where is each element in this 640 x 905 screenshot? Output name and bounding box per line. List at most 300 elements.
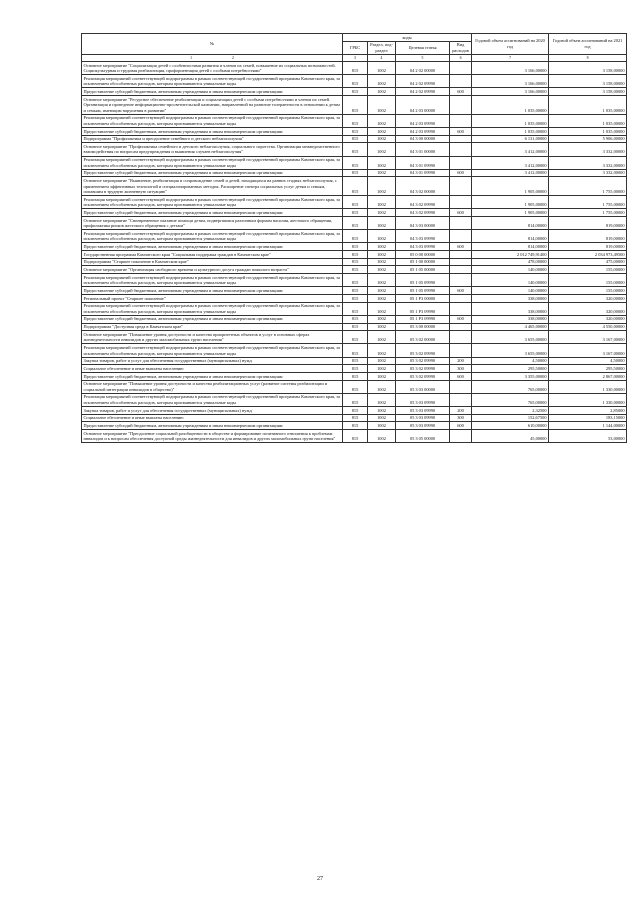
row-section: 1002 bbox=[368, 422, 396, 430]
row-target-article: 05 3 02 00000 bbox=[396, 331, 450, 344]
row-grbs: 815 bbox=[343, 331, 368, 344]
header-vol-2020: Годовой объем ассигнований на 2020 год bbox=[472, 34, 549, 55]
row-grbs: 815 bbox=[343, 143, 368, 156]
table-row bbox=[82, 135, 627, 143]
row-expense-type: 600 bbox=[450, 373, 472, 381]
row-section: 1002 bbox=[368, 380, 396, 393]
row-grbs: 815 bbox=[343, 62, 368, 75]
row-section: 1002 bbox=[368, 344, 396, 357]
row-amount-2020: 1 905,00000 bbox=[472, 209, 549, 217]
row-name: Реализация мероприятий соответствующей подпрограммы в рамках соответствующей государственной программы Камчатского края, за исключением обособленных расходов, которым присваиваются уникальные коды bbox=[82, 75, 343, 88]
table-row bbox=[82, 243, 627, 251]
row-name: Основное мероприятие "Повышение уровня доступности и качества реабилитационных услуг (развитие системы реабилитации и социальной интеграции инвалидов в общество)" bbox=[82, 380, 343, 393]
table-row bbox=[82, 287, 627, 295]
table-row bbox=[82, 251, 627, 259]
row-amount-2021: 155,00000 bbox=[549, 287, 627, 295]
table-row bbox=[82, 373, 627, 381]
row-amount-2020: 338,00000 bbox=[472, 295, 549, 303]
row-name: Предоставление субсидий бюджетным, автономным учреждениям и иным некоммерческим организациям bbox=[82, 169, 343, 177]
row-grbs: 815 bbox=[343, 302, 368, 315]
row-amount-2021: 819,00000 bbox=[549, 230, 627, 243]
table-row bbox=[82, 114, 627, 127]
table-row bbox=[82, 357, 627, 365]
row-section: 1002 bbox=[368, 196, 396, 209]
row-grbs: 815 bbox=[343, 274, 368, 287]
row-name: Социальное обеспечение и иные выплаты населению bbox=[82, 414, 343, 422]
row-target-article: 05 3 02 09990 bbox=[396, 373, 450, 381]
table-row bbox=[82, 230, 627, 243]
row-target-article: 05 1 05 00000 bbox=[396, 266, 450, 274]
row-section: 1002 bbox=[368, 156, 396, 169]
row-amount-2021: 1 035,00000 bbox=[549, 96, 627, 115]
row-section: 1002 bbox=[368, 96, 396, 115]
row-section: 1002 bbox=[368, 414, 396, 422]
table-row bbox=[82, 380, 627, 393]
row-amount-2021: 4,50000 bbox=[549, 357, 627, 365]
row-grbs: 815 bbox=[343, 128, 368, 136]
table-row bbox=[82, 88, 627, 96]
row-target-article: 05 3 03 09990 bbox=[396, 393, 450, 406]
row-amount-2021: 1 755,00000 bbox=[549, 196, 627, 209]
row-expense-type bbox=[450, 323, 472, 331]
row-amount-2020: 1 035,00000 bbox=[472, 114, 549, 127]
row-expense-type: 600 bbox=[450, 169, 472, 177]
row-target-article: 05 1 05 09990 bbox=[396, 274, 450, 287]
row-target-article: 04 2 03 09990 bbox=[396, 114, 450, 127]
row-section: 1002 bbox=[368, 128, 396, 136]
row-amount-2021: 53,00000 bbox=[549, 430, 627, 443]
row-expense-type bbox=[450, 380, 472, 393]
row-grbs: 815 bbox=[343, 75, 368, 88]
row-amount-2021: 3 158,00000 bbox=[549, 62, 627, 75]
row-expense-type: 600 bbox=[450, 88, 472, 96]
row-section: 1002 bbox=[368, 251, 396, 259]
row-target-article: 04 3 03 09990 bbox=[396, 230, 450, 243]
column-number: 7 bbox=[472, 54, 549, 61]
row-expense-type bbox=[450, 217, 472, 230]
row-name: Предоставление субсидий бюджетным, автономным учреждениям и иным некоммерческим организациям bbox=[82, 209, 343, 217]
row-amount-2020: 45,00000 bbox=[472, 430, 549, 443]
row-grbs: 815 bbox=[343, 407, 368, 415]
header-expense-type: Вид расходов bbox=[450, 41, 472, 54]
row-target-article: 05 3 02 09990 bbox=[396, 357, 450, 365]
column-numbers-row bbox=[82, 54, 627, 61]
row-name: Основное мероприятие "Выявление, реабилитация и сопровождение семей и детей, находящихся на ранних стадиях неблагополучия, с применением эффективных технологий и специализированных методик. Расширение спектра социальных услуг детям и семьям, попавшим в трудную жизненную ситуацию" bbox=[82, 177, 343, 196]
row-expense-type bbox=[450, 302, 472, 315]
row-target-article: 04 3 03 09990 bbox=[396, 243, 450, 251]
row-grbs: 815 bbox=[343, 373, 368, 381]
table-row bbox=[82, 302, 627, 315]
row-amount-2020: 6 131,00000 bbox=[472, 135, 549, 143]
row-section: 1002 bbox=[368, 217, 396, 230]
row-name: Реализация мероприятий соответствующей подпрограммы в рамках соответствующей государственной программы Камчатского края, за исключением обособленных расходов, которым присваиваются уникальные коды bbox=[82, 302, 343, 315]
row-name: Социальное обеспечение и иные выплаты населению bbox=[82, 365, 343, 373]
table-row bbox=[82, 266, 627, 274]
row-section: 1002 bbox=[368, 230, 396, 243]
row-section: 1002 bbox=[368, 274, 396, 287]
row-expense-type bbox=[450, 177, 472, 196]
table-row bbox=[82, 393, 627, 406]
row-amount-2020: 478,00000 bbox=[472, 258, 549, 266]
column-number: 8 bbox=[549, 54, 627, 61]
row-amount-2020: 765,00000 bbox=[472, 380, 549, 393]
row-amount-2020: 3 166,00000 bbox=[472, 62, 549, 75]
row-target-article: 04 3 01 09990 bbox=[396, 169, 450, 177]
row-grbs: 815 bbox=[343, 177, 368, 196]
row-section: 1002 bbox=[368, 177, 396, 196]
row-target-article: 05 1 P3 09990 bbox=[396, 302, 450, 315]
header-codes: коды bbox=[343, 34, 472, 42]
row-amount-2021: 3 167,00000 bbox=[549, 344, 627, 357]
row-grbs: 815 bbox=[343, 169, 368, 177]
row-name: Реализация мероприятий соответствующей подпрограммы в рамках соответствующей государственной программы Камчатского края, за исключением обособленных расходов, которым присваиваются уникальные коды bbox=[82, 393, 343, 406]
header-vol-2021: Годовой объем ассигнований на 2021 год bbox=[549, 34, 627, 55]
row-target-article: 04 3 01 09990 bbox=[396, 156, 450, 169]
table-row bbox=[82, 430, 627, 443]
row-name: Основное мероприятие "Своевременное оказание помощи детям, подвергшимся различным формам насилия, жестокого обращения, профилактика рисков жестокого обращения с детьми" bbox=[82, 217, 343, 230]
row-target-article: 05 3 03 09990 bbox=[396, 407, 450, 415]
row-amount-2021: 1 330,00000 bbox=[549, 380, 627, 393]
row-grbs: 815 bbox=[343, 258, 368, 266]
row-name: Предоставление субсидий бюджетным, автономным учреждениям и иным некоммерческим организациям bbox=[82, 88, 343, 96]
row-amount-2020: 140,00000 bbox=[472, 287, 549, 295]
row-name: Предоставление субсидий бюджетным, автономным учреждениям и иным некоммерческим организациям bbox=[82, 373, 343, 381]
header-target-article: Целевая статья bbox=[396, 41, 450, 54]
header-razdel: Раздел, под-раздел bbox=[368, 41, 396, 54]
row-target-article: 04 2 02 00000 bbox=[396, 62, 450, 75]
row-grbs: 815 bbox=[343, 414, 368, 422]
row-expense-type: 300 bbox=[450, 365, 472, 373]
row-amount-2021: 155,00000 bbox=[549, 266, 627, 274]
row-amount-2021: 3 332,00000 bbox=[549, 156, 627, 169]
row-expense-type bbox=[450, 135, 472, 143]
row-grbs: 815 bbox=[343, 114, 368, 127]
row-grbs: 815 bbox=[343, 357, 368, 365]
row-grbs: 815 bbox=[343, 156, 368, 169]
row-amount-2020: 3 412,00000 bbox=[472, 156, 549, 169]
row-amount-2020: 140,00000 bbox=[472, 274, 549, 287]
row-expense-type bbox=[450, 114, 472, 127]
row-expense-type: 300 bbox=[450, 414, 472, 422]
table-row bbox=[82, 169, 627, 177]
page-number: 27 bbox=[317, 876, 323, 882]
row-grbs: 815 bbox=[343, 365, 368, 373]
row-expense-type bbox=[450, 344, 472, 357]
row-target-article: 04 3 02 00000 bbox=[396, 177, 450, 196]
row-amount-2021: 1 035,00000 bbox=[549, 114, 627, 127]
row-amount-2020: 2 012 749,91400 bbox=[472, 251, 549, 259]
row-amount-2021: 1 144,00000 bbox=[549, 422, 627, 430]
row-section: 1002 bbox=[368, 143, 396, 156]
row-section: 1002 bbox=[368, 209, 396, 217]
row-expense-type: 600 bbox=[450, 315, 472, 323]
row-amount-2020: 765,00000 bbox=[472, 393, 549, 406]
row-grbs: 815 bbox=[343, 88, 368, 96]
row-target-article: 04 3 00 00000 bbox=[396, 135, 450, 143]
row-section: 1002 bbox=[368, 393, 396, 406]
table-row bbox=[82, 258, 627, 266]
row-amount-2020: 152,67500 bbox=[472, 414, 549, 422]
row-amount-2020: 814,00000 bbox=[472, 217, 549, 230]
row-target-article: 05 1 P3 09990 bbox=[396, 315, 450, 323]
row-target-article: 04 2 02 09990 bbox=[396, 75, 450, 88]
row-grbs: 815 bbox=[343, 380, 368, 393]
row-expense-type: 600 bbox=[450, 243, 472, 251]
row-name: Подпрограмма "Старшее поколение в Камчатском крае" bbox=[82, 258, 343, 266]
row-amount-2021: 1 755,00000 bbox=[549, 177, 627, 196]
row-name: Основное мероприятие "Организация свободного времени и культурного досуга граждан пожилого возраста" bbox=[82, 266, 343, 274]
row-amount-2020: 1 035,00000 bbox=[472, 128, 549, 136]
row-amount-2021: 3 158,00000 bbox=[549, 75, 627, 88]
row-grbs: 815 bbox=[343, 196, 368, 209]
row-name: Реализация мероприятий соответствующей подпрограммы в рамках соответствующей государственной программы Камчатского края, за исключением обособленных расходов, которым присваиваются уникальные коды bbox=[82, 156, 343, 169]
row-grbs: 815 bbox=[343, 96, 368, 115]
row-grbs: 815 bbox=[343, 135, 368, 143]
row-amount-2020: 3 655,00000 bbox=[472, 344, 549, 357]
row-amount-2021: 3 332,00000 bbox=[549, 169, 627, 177]
row-amount-2020: 814,00000 bbox=[472, 230, 549, 243]
row-name: Основное мероприятие "Ресурсное обеспечение реабилитации и социализации детей с особыми потребностями и членов их семей. Организация и проведение информационно-просветительской кампании, направленной на развитие толерантности в отношении к детям и семьям, имеющим нарушения в развитии" bbox=[82, 96, 343, 115]
row-target-article: 05 0 00 00000 bbox=[396, 251, 450, 259]
row-section: 1002 bbox=[368, 323, 396, 331]
row-grbs: 815 bbox=[343, 393, 368, 406]
row-amount-2021: 155,00000 bbox=[549, 274, 627, 287]
table-row bbox=[82, 414, 627, 422]
row-amount-2020: 1 905,00000 bbox=[472, 177, 549, 196]
row-amount-2020: 814,00000 bbox=[472, 243, 549, 251]
row-target-article: 05 3 02 09990 bbox=[396, 365, 450, 373]
row-expense-type: 600 bbox=[450, 287, 472, 295]
row-expense-type bbox=[450, 75, 472, 88]
row-amount-2020: 2,32500 bbox=[472, 407, 549, 415]
row-name: Основное мероприятие "Преодоление социальной разобщенности в обществе и формирование позитивного отношения к проблемам инвалидов и к вопросам обеспечения доступной среды жизнедеятельности для инвалидов и других маломобильных групп населения" bbox=[82, 430, 343, 443]
row-target-article: 05 3 03 09990 bbox=[396, 422, 450, 430]
row-target-article: 04 3 02 09990 bbox=[396, 209, 450, 217]
row-section: 1002 bbox=[368, 430, 396, 443]
row-expense-type: 200 bbox=[450, 407, 472, 415]
row-name: Основное мероприятие "Профилактика семейного и детского неблагополучия, социального сиротства. Организация межведомственного взаимодействия по вопросам предупреждения и выявления случаев неблагополучия" bbox=[82, 143, 343, 156]
row-section: 1002 bbox=[368, 266, 396, 274]
row-expense-type bbox=[450, 393, 472, 406]
row-expense-type bbox=[450, 230, 472, 243]
row-target-article: 05 3 03 00000 bbox=[396, 380, 450, 393]
row-expense-type bbox=[450, 258, 472, 266]
row-amount-2020: 3 166,00000 bbox=[472, 75, 549, 88]
row-section: 1002 bbox=[368, 75, 396, 88]
row-amount-2021: 1 035,00000 bbox=[549, 128, 627, 136]
column-number: 3 bbox=[343, 54, 368, 61]
table-row bbox=[82, 315, 627, 323]
row-section: 1002 bbox=[368, 169, 396, 177]
row-expense-type bbox=[450, 295, 472, 303]
row-amount-2020: 4,50000 bbox=[472, 357, 549, 365]
table-row bbox=[82, 96, 627, 115]
table-row bbox=[82, 323, 627, 331]
row-grbs: 815 bbox=[343, 243, 368, 251]
row-expense-type bbox=[450, 251, 472, 259]
row-section: 1002 bbox=[368, 331, 396, 344]
row-amount-2021: 320,00000 bbox=[549, 315, 627, 323]
row-name: Предоставление субсидий бюджетным, автономным учреждениям и иным некоммерческим организациям bbox=[82, 287, 343, 295]
row-amount-2020: 1 905,00000 bbox=[472, 196, 549, 209]
row-name: Реализация мероприятий соответствующей подпрограммы в рамках соответствующей государственной программы Камчатского края, за исключением обособленных расходов, которым присваиваются уникальные коды bbox=[82, 114, 343, 127]
row-target-article: 04 3 02 09990 bbox=[396, 196, 450, 209]
row-section: 1002 bbox=[368, 114, 396, 127]
row-grbs: 815 bbox=[343, 209, 368, 217]
row-amount-2021: 475,00000 bbox=[549, 258, 627, 266]
row-expense-type bbox=[450, 62, 472, 75]
table-body bbox=[82, 54, 627, 442]
table-row bbox=[82, 331, 627, 344]
row-amount-2021: 2 867,00000 bbox=[549, 373, 627, 381]
row-target-article: 05 3 02 09990 bbox=[396, 344, 450, 357]
row-amount-2020: 3 355,00000 bbox=[472, 373, 549, 381]
row-section: 1002 bbox=[368, 302, 396, 315]
row-grbs: 815 bbox=[343, 315, 368, 323]
row-amount-2021: 2 034 973,49500 bbox=[549, 251, 627, 259]
row-section: 1002 bbox=[368, 135, 396, 143]
row-amount-2021: 183,15000 bbox=[549, 414, 627, 422]
row-expense-type bbox=[450, 156, 472, 169]
column-number: 5 bbox=[396, 54, 450, 61]
row-name: Региональный проект "Старшее поколение" bbox=[82, 295, 343, 303]
table-row bbox=[82, 62, 627, 75]
row-grbs: 815 bbox=[343, 217, 368, 230]
row-expense-type: 200 bbox=[450, 357, 472, 365]
row-amount-2021: 819,00000 bbox=[549, 243, 627, 251]
row-section: 1002 bbox=[368, 315, 396, 323]
row-amount-2021: 4 550,00000 bbox=[549, 323, 627, 331]
row-amount-2021: 295,50000 bbox=[549, 365, 627, 373]
row-target-article: 04 2 02 09990 bbox=[396, 88, 450, 96]
row-section: 1002 bbox=[368, 287, 396, 295]
row-amount-2021: 2,85000 bbox=[549, 407, 627, 415]
row-amount-2020: 3 412,00000 bbox=[472, 169, 549, 177]
row-section: 1002 bbox=[368, 357, 396, 365]
row-target-article: 05 3 00 00000 bbox=[396, 323, 450, 331]
table-row bbox=[82, 156, 627, 169]
row-section: 1002 bbox=[368, 365, 396, 373]
row-name: Предоставление субсидий бюджетным, автономным учреждениям и иным некоммерческим организациям bbox=[82, 128, 343, 136]
row-amount-2020: 3 166,00000 bbox=[472, 88, 549, 96]
row-name: Государственная программа Камчатского края "Социальная поддержка граждан в Камчатском крае" bbox=[82, 251, 343, 259]
table-row bbox=[82, 422, 627, 430]
table-row bbox=[82, 75, 627, 88]
row-amount-2020: 140,00000 bbox=[472, 266, 549, 274]
table-row bbox=[82, 274, 627, 287]
row-amount-2021: 819,00000 bbox=[549, 217, 627, 230]
row-grbs: 815 bbox=[343, 323, 368, 331]
row-target-article: 04 3 03 00000 bbox=[396, 217, 450, 230]
row-amount-2020: 338,00000 bbox=[472, 315, 549, 323]
row-amount-2020: 4 465,00000 bbox=[472, 323, 549, 331]
row-amount-2020: 295,50000 bbox=[472, 365, 549, 373]
row-expense-type: 600 bbox=[450, 422, 472, 430]
row-grbs: 815 bbox=[343, 295, 368, 303]
row-grbs: 815 bbox=[343, 251, 368, 259]
table-row bbox=[82, 128, 627, 136]
row-target-article: 05 1 05 09990 bbox=[396, 287, 450, 295]
row-expense-type bbox=[450, 96, 472, 115]
row-expense-type: 600 bbox=[450, 209, 472, 217]
column-number: 4 bbox=[368, 54, 396, 61]
row-amount-2021: 3 332,00000 bbox=[549, 143, 627, 156]
row-amount-2020: 3 655,00000 bbox=[472, 331, 549, 344]
row-amount-2020: 610,00000 bbox=[472, 422, 549, 430]
row-target-article: 04 2 03 00000 bbox=[396, 96, 450, 115]
row-amount-2021: 3 167,00000 bbox=[549, 331, 627, 344]
row-expense-type bbox=[450, 430, 472, 443]
budget-table bbox=[81, 33, 627, 443]
row-name: Реализация мероприятий соответствующей подпрограммы в рамках соответствующей государственной программы Камчатского края, за исключением обособленных расходов, которым присваиваются уникальные коды bbox=[82, 344, 343, 357]
row-name: Реализация мероприятий соответствующей подпрограммы в рамках соответствующей государственной программы Камчатского края, за исключением обособленных расходов, которым присваиваются уникальные коды bbox=[82, 274, 343, 287]
row-amount-2021: 3 158,00000 bbox=[549, 88, 627, 96]
row-target-article: 04 3 01 00000 bbox=[396, 143, 450, 156]
row-name: Реализация мероприятий соответствующей подпрограммы в рамках соответствующей государственной программы Камчатского края, за исключением обособленных расходов, которым присваиваются уникальные коды bbox=[82, 196, 343, 209]
row-grbs: 815 bbox=[343, 422, 368, 430]
table-row bbox=[82, 209, 627, 217]
row-target-article: 04 2 03 09990 bbox=[396, 128, 450, 136]
row-amount-2020: 1 035,00000 bbox=[472, 96, 549, 115]
row-grbs: 815 bbox=[343, 266, 368, 274]
row-expense-type bbox=[450, 274, 472, 287]
row-name: Реализация мероприятий соответствующей подпрограммы в рамках соответствующей государственной программы Камчатского края, за исключением обособленных расходов, которым присваиваются уникальные коды bbox=[82, 230, 343, 243]
table-row bbox=[82, 365, 627, 373]
row-name: Подпрограмма "Профилактика и преодоление семейного и детского неблагополучия" bbox=[82, 135, 343, 143]
row-section: 1002 bbox=[368, 258, 396, 266]
row-name: Закупка товаров, работ и услуг для обеспечения государственных (муниципальных) нужд bbox=[82, 407, 343, 415]
row-name: Подпрограмма "Доступная среда в Камчатском крае" bbox=[82, 323, 343, 331]
row-name: Основное мероприятие "Социализация детей с особенностями развития и членов их семей, повышение их социальных возможностей. Социокультурная и трудовая реабилитация, профориентация детей с особыми потребностями" bbox=[82, 62, 343, 75]
row-name: Основное мероприятие "Повышение уровня доступности и качества приоритетных объектов и услуг в основных сферах жизнедеятельности инвалидов и других маломобильных групп населения" bbox=[82, 331, 343, 344]
row-amount-2020: 338,00000 bbox=[472, 302, 549, 315]
row-amount-2021: 5 906,00000 bbox=[549, 135, 627, 143]
row-expense-type bbox=[450, 266, 472, 274]
row-section: 1002 bbox=[368, 373, 396, 381]
header-num: № bbox=[82, 34, 343, 55]
row-section: 1002 bbox=[368, 295, 396, 303]
table-header bbox=[82, 34, 627, 55]
row-name: Предоставление субсидий бюджетным, автономным учреждениям и иным некоммерческим организациям bbox=[82, 315, 343, 323]
header-grbs: ГРБС bbox=[343, 41, 368, 54]
row-amount-2021: 1 330,00000 bbox=[549, 393, 627, 406]
row-expense-type bbox=[450, 196, 472, 209]
row-target-article: 05 1 P3 00000 bbox=[396, 295, 450, 303]
row-name: Предоставление субсидий бюджетным, автономным учреждениям и иным некоммерческим организациям bbox=[82, 422, 343, 430]
row-section: 1002 bbox=[368, 243, 396, 251]
row-section: 1002 bbox=[368, 407, 396, 415]
row-target-article: 05 1 00 00000 bbox=[396, 258, 450, 266]
table-row bbox=[82, 196, 627, 209]
table-row bbox=[82, 407, 627, 415]
row-amount-2020: 3 412,00000 bbox=[472, 143, 549, 156]
table-row bbox=[82, 344, 627, 357]
column-number: 6 bbox=[450, 54, 472, 61]
row-section: 1002 bbox=[368, 88, 396, 96]
row-amount-2021: 320,00000 bbox=[549, 302, 627, 315]
row-name: Предоставление субсидий бюджетным, автономным учреждениям и иным некоммерческим организациям bbox=[82, 243, 343, 251]
row-target-article: 05 3 03 09990 bbox=[396, 414, 450, 422]
row-target-article: 05 3 05 00000 bbox=[396, 430, 450, 443]
table-row bbox=[82, 177, 627, 196]
row-grbs: 815 bbox=[343, 287, 368, 295]
row-name: Закупка товаров, работ и услуг для обеспечения государственных (муниципальных) нужд bbox=[82, 357, 343, 365]
row-amount-2021: 1 755,00000 bbox=[549, 209, 627, 217]
table-row bbox=[82, 143, 627, 156]
column-number: 1 2 bbox=[82, 54, 343, 61]
row-expense-type bbox=[450, 143, 472, 156]
table-row bbox=[82, 295, 627, 303]
